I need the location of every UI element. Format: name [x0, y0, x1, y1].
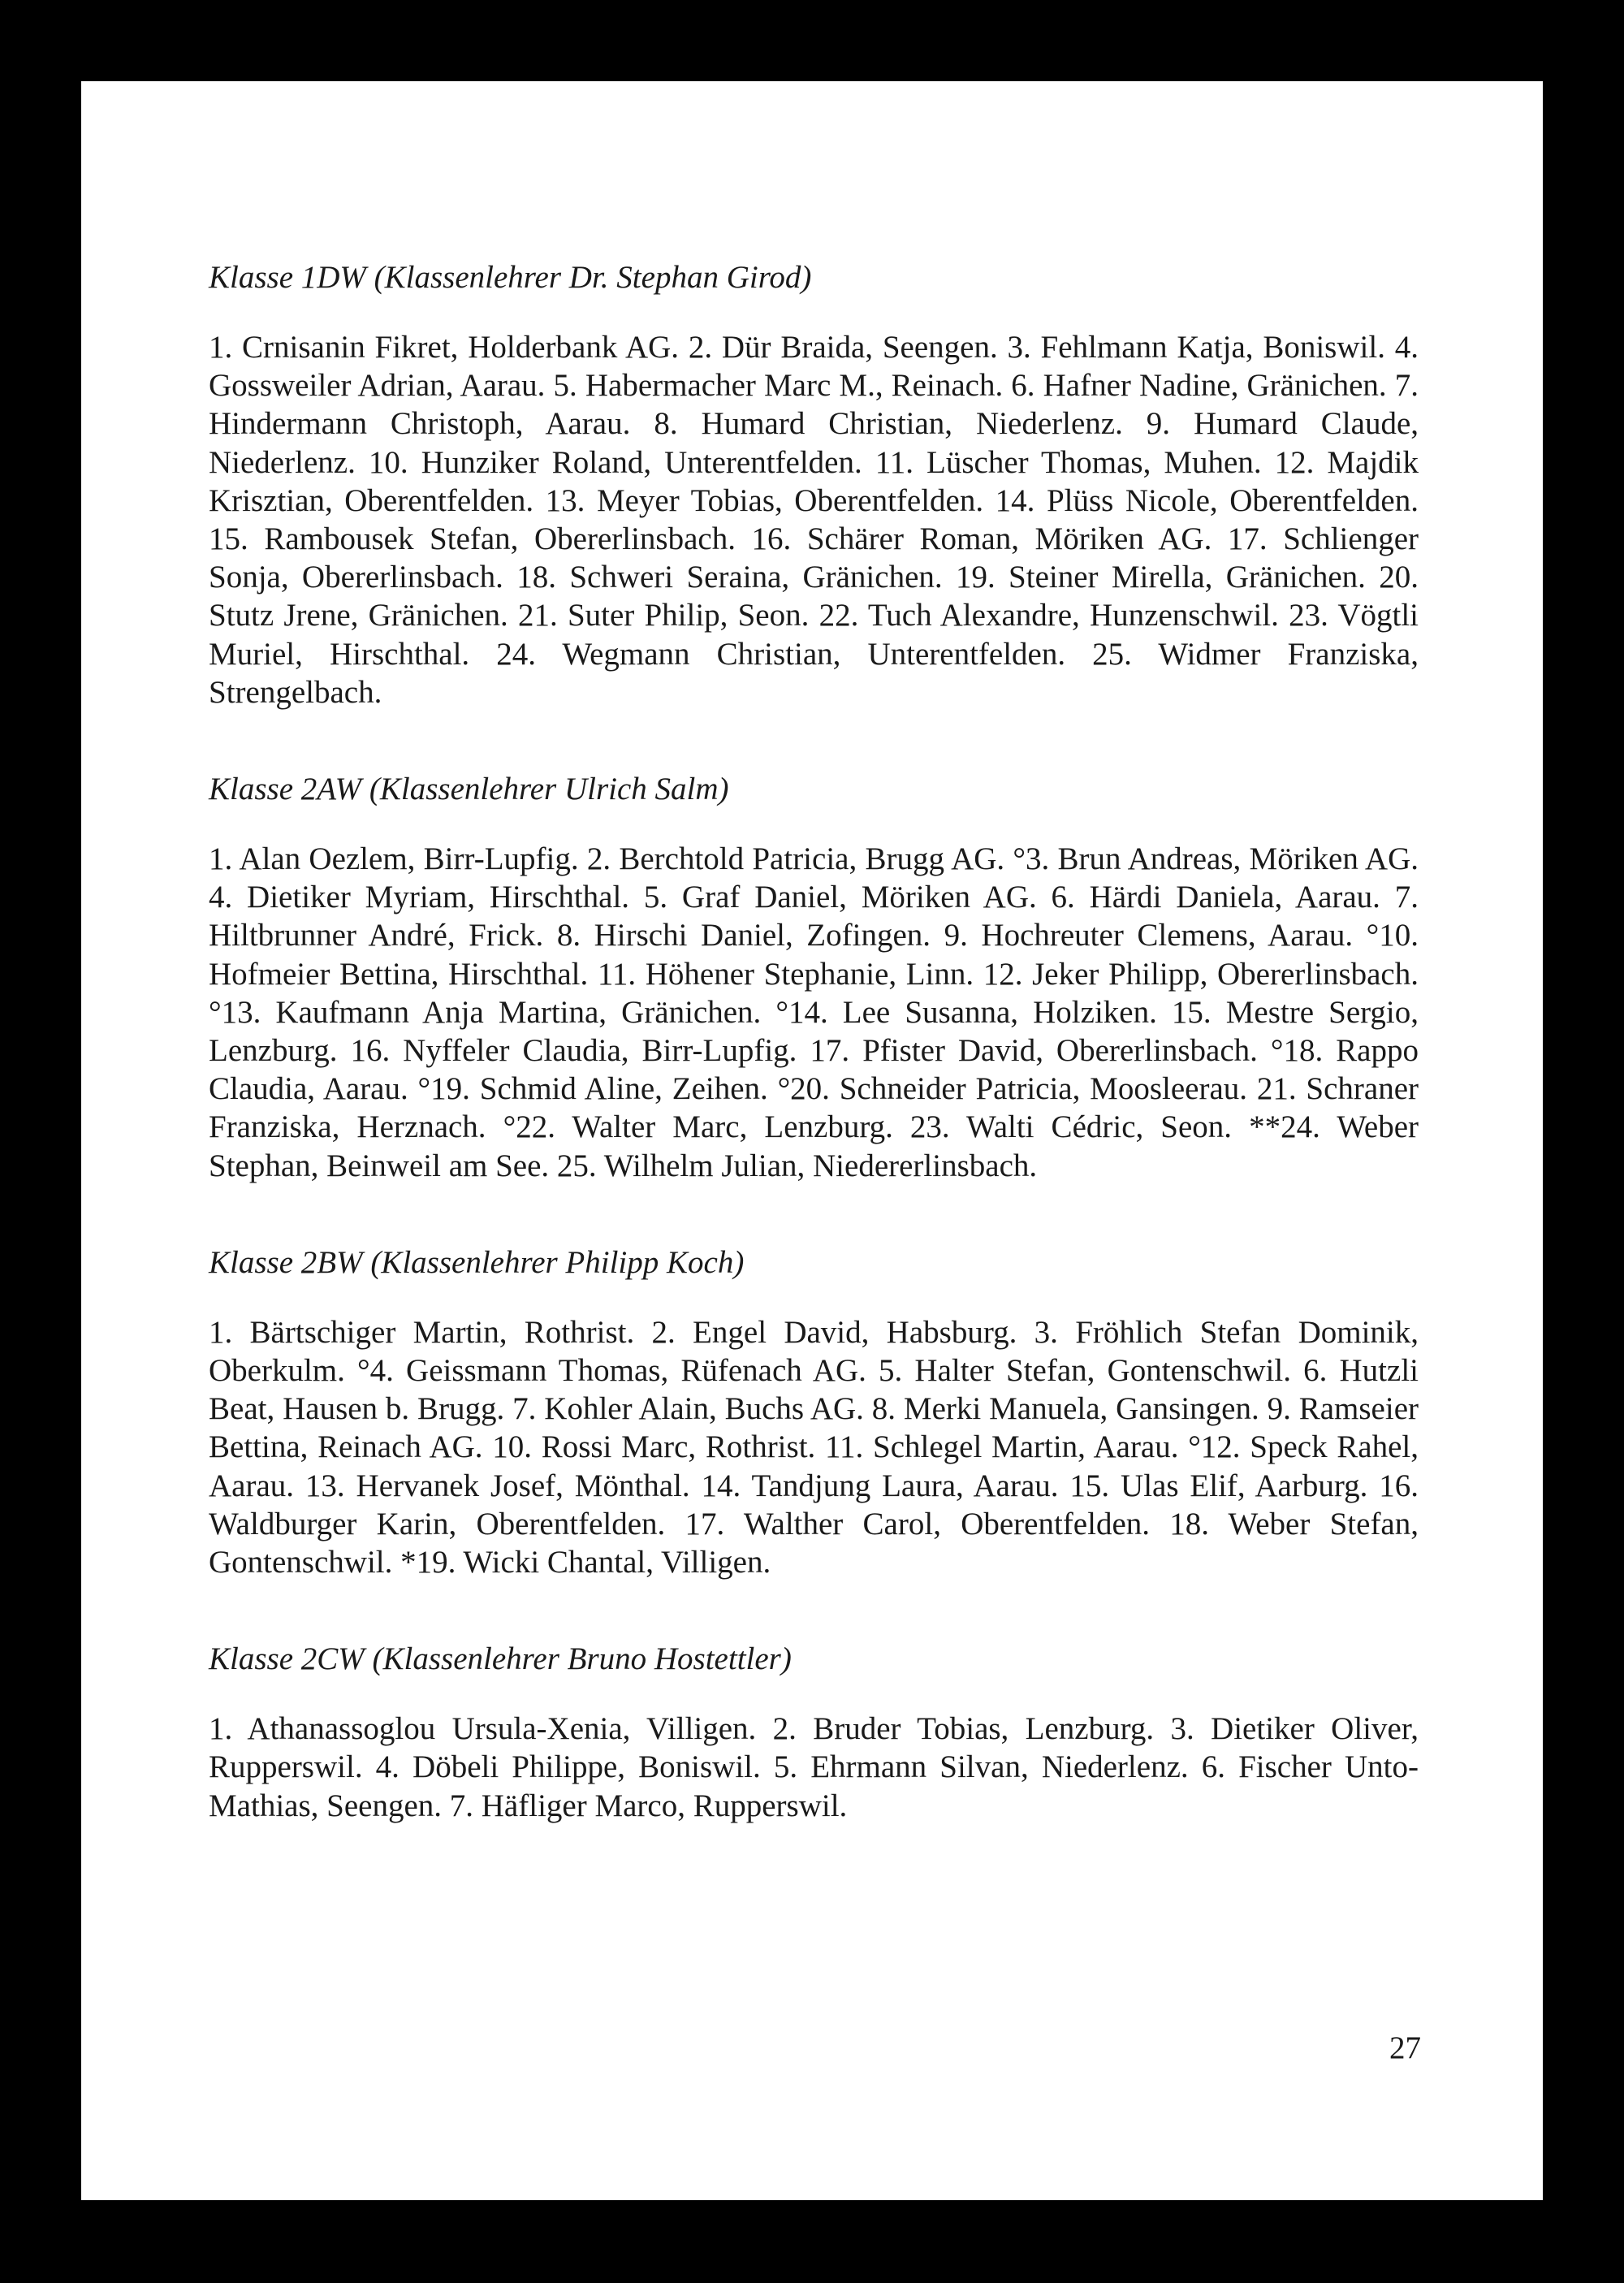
section-heading: Klasse 1DW (Klassenlehrer Dr. Stephan Girod)	[209, 260, 812, 295]
student-list: 1. Bärtschiger Martin, Rothrist. 2. Engel David, Habsburg. 3. Fröhlich Stefan Dominik, Oberkulm. °4. Geissmann Thomas, Rüfenach AG. 5. Halter Stefan, Gontenschwil. 6. Hutzli Beat, Hausen b. Brugg. 7. Kohler Alain, Buchs AG. 8. Merki Manuela, Gansingen. 9. Ramseier Bettina, Reinach AG. 10. Rossi Marc, Rothrist. 11. Schlegel Martin, Aarau. °12. Speck Rahel, Aarau. 13. Hervanek Josef, Mönthal. 14. Tandjung Laura, Aarau. 15. Ulas Elif, Aarburg. 16. Waldburger Karin, Oberentfelden. 17. Walther Carol, Oberentfelden. 18. Weber Stefan, Gontenschwil. *19. Wicki Chantal, Villigen.	[209, 1314, 1419, 1580]
class-section-2bw	[209, 1243, 1419, 1581]
class-section-2aw	[209, 770, 1419, 1185]
student-list: 1. Athanassoglou Ursula-Xenia, Villigen. 2. Bruder Tobias, Lenzburg. 3. Dietiker Oliver, Rupperswil. 4. Döbeli Philippe, Boniswil. 5. Ehrmann Silvan, Niederlenz. 6. Fischer Unto-Mathias, Seengen. 7. Häfliger Marco, Rupperswil.	[209, 1711, 1419, 1823]
student-list: 1. Crnisanin Fikret, Holderbank AG. 2. Dür Braida, Seengen. 3. Fehlmann Katja, Boniswil. 4. Gossweiler Adrian, Aarau. 5. Habermacher Marc M., Reinach. 6. Hafner Nadine, Gränichen. 7. Hindermann Christoph, Aarau. 8. Humard Christian, Niederlenz. 9. Humard Claude, Niederlenz. 10. Hunziker Roland, Unterentfelden. 11. Lüscher Thomas, Muhen. 12. Majdik Krisztian, Oberentfelden. 13. Meyer Tobias, Oberentfelden. 14. Plüss Nicole, Oberentfelden. 15. Rambousek Stefan, Obererlinsbach. 16. Schärer Roman, Möriken AG. 17. Schlienger Sonja, Obererlinsbach. 18. Schweri Seraina, Gränichen. 19. Steiner Mirella, Gränichen. 20. Stutz Jrene, Gränichen. 21. Suter Philip, Seon. 22. Tuch Alexandre, Hunzenschwil. 23. Vögtli Muriel, Hirschthal. 24. Wegmann Christian, Unterentfelden. 25. Widmer Franziska, Strengelbach.	[209, 330, 1419, 710]
document-page	[81, 81, 1543, 2200]
section-heading: Klasse 2CW (Klassenlehrer Bruno Hostettler)	[209, 1641, 792, 1677]
section-heading: Klasse 2BW (Klassenlehrer Philipp Koch)	[209, 1244, 745, 1280]
section-heading: Klasse 2AW (Klassenlehrer Ulrich Salm)	[209, 772, 729, 807]
class-section-2cw	[209, 1640, 1419, 1825]
student-list: 1. Alan Oezlem, Birr-Lupfig. 2. Berchtold Patricia, Brugg AG. °3. Brun Andreas, Möriken AG. 4. Dietiker Myriam, Hirschthal. 5. Graf Daniel, Möriken AG. 6. Härdi Daniela, Aarau. 7. Hiltbrunner André, Frick. 8. Hirschi Daniel, Zofingen. 9. Hochreuter Clemens, Aarau. °10. Hofmeier Bettina, Hirschthal. 11. Höhener Stephanie, Linn. 12. Jeker Philipp, Obererlinsbach. °13. Kaufmann Anja Martina, Gränichen. °14. Lee Susanna, Holziken. 15. Mestre Sergio, Lenzburg. 16. Nyffeler Claudia, Birr-Lupfig. 17. Pfister David, Obererlinsbach. °18. Rappo Claudia, Aarau. °19. Schmid Aline, Zeihen. °20. Schneider Patricia, Moosleerau. 21. Schraner Franziska, Herznach. °22. Walter Marc, Lenzburg. 23. Walti Cédric, Seon. **24. Weber Stephan, Beinweil am See. 25. Wilhelm Julian, Niedererlinsbach.	[209, 841, 1419, 1183]
page-number: 27	[1389, 2030, 1421, 2065]
page-content	[209, 258, 1419, 1825]
class-section-1dw	[209, 258, 1419, 711]
